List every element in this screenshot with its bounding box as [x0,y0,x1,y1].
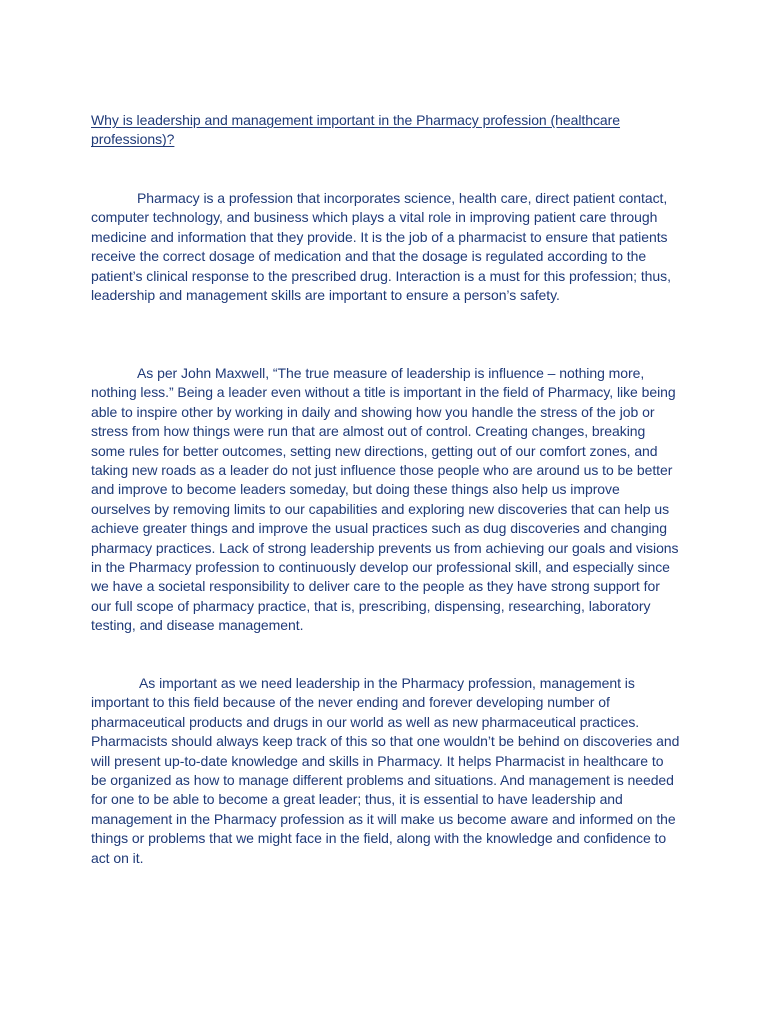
paragraph-management: As important as we need leadership in the Pharmacy profession, management is important to this field because of the never ending and forever developing number of pharmaceutical products and drugs in our world as well as new pharmaceutical practices. Pharmacists should always keep track of this so that one wouldn’t be behind on discoveries and will present up-to-date knowledge and skills in Pharmacy. It helps Pharmacist in healthcare to be organized as how to manage different problems and situations. And management is needed for one to be able to become a great leader; thus, it is essential to have leadership and management in the Pharmacy profession as it will make us become aware and informed on the things or problems that we might face in the field, along with the knowledge and confidence to act on it. [91,675,680,866]
document-title: Why is leadership and management important in the Pharmacy profession (healthcare professions)? [91,112,621,148]
paragraph-pharmacy-profession: Pharmacy is a profession that incorporates science, health care, direct patient contact, computer technology, and business which plays a vital role in improving patient care through medicine and information that they provide. It is the job of a pharmacist to ensure that patients receive the correct dosage of medication and that the dosage is regulated according to the patient’s clinical response to the prescribed drug. Interaction is a must for this profession; thus, leadership and management skills are important to ensure a person’s safety. [91,190,671,304]
paragraph-leadership: As per John Maxwell, “The true measure of leadership is influence – nothing more, nothing less.” Being a leader even without a title is important in the field of Pharmacy, like being able to inspire other by working in daily and showing how you handle the stress of the job or stress from how things were run that are almost out of control. Creating changes, breaking some rules for better outcomes, setting new directions, getting out of our comfort zones, and taking new roads as a leader do not just influence those people who are around us to be better and improve to become leaders someday, but doing these things also help us improve ourselves by removing limits to our capabilities and exploring new discoveries that can help us achieve greater things and improve the usual practices such as dug discoveries and changing pharmacy practices. Lack of strong leadership prevents us from achieving our goals and visions in the Pharmacy profession to continuously develop our professional skill, and especially since we have a societal responsibility to deliver care to the people as they have strong support for our full scope of pharmacy practice, that is, prescribing, dispensing, researching, laboratory testing, and disease management. [91,365,679,634]
